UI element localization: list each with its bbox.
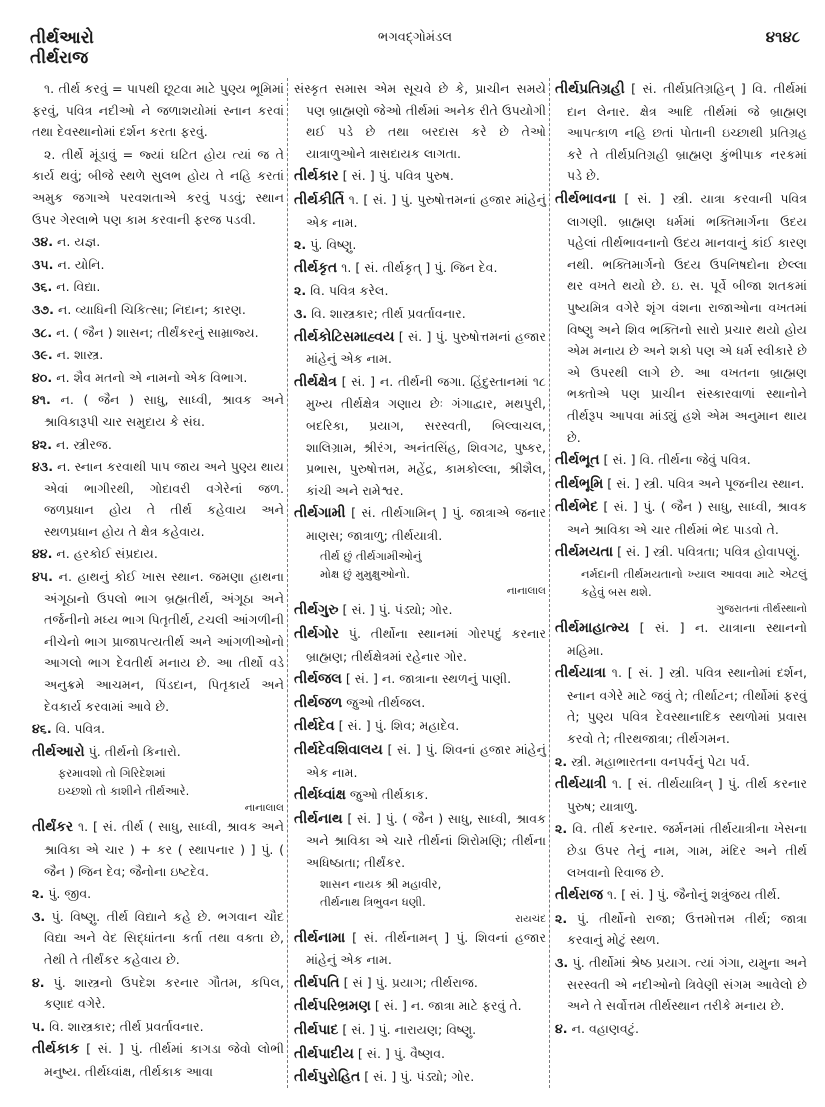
dictionary-entry	[294, 623, 546, 667]
definition-text: ૧. [ સં. ] પું. પુરુષોત્તમનાં હજાર માંહેનું એક નામ.	[306, 191, 546, 230]
dictionary-entry	[294, 692, 546, 715]
quotation-attribution: રાયચંદ	[515, 912, 546, 925]
quotation-line: મોક્ષ છું મુમુક્ષુઓનો.	[320, 567, 410, 582]
sense-entry	[32, 434, 284, 456]
definition-text: [ સં. તીર્થનામન્ ] પું. શિવનાં હજાર માંહેનું એક નામ.	[306, 929, 546, 968]
definition-text: [ સં. તીર્થપ્રતિગ્રહિન્ ] વિ. તીર્થમાં દાન લેનાર. ક્ષેત્ર આદિ તીર્થમાં જે બ્રાહ્મણ આપત્કાળ નહિ છતાં પોતાની ઇચ્છાથી પ્રતિગ્રહ કરે તે તીર્થપ્રતિગ્રહી બ્રાહ્મણ કુંભીપાક નરકમાં પડે છે.	[567, 81, 807, 184]
sense-number: ૨.	[294, 283, 307, 299]
sense-number: ૨.	[32, 886, 45, 902]
definition-text: ન. ( જૈન ) સાધુ, સાધ્વી, શ્રાવક અને શ્રાવિકારૂપી ચાર સમુદાય કે સંઘ.	[44, 392, 284, 429]
sense-entry	[294, 280, 546, 302]
definition-text: ન. સ્ત્રીરજ.	[56, 436, 112, 452]
page-header	[30, 28, 800, 68]
definition-text: સંસ્કૃત સમાસ એમ સૂચવે છે કે, પ્રાચીન સમયે પણ બ્રાહ્મણો જેઓ તીર્થમાં અનેક રીતે ઉપયોગી થઈ પડે છે તથા બરદાસ કરે છે તેઓ યાત્રાળુઓને ત્રાસદાયક લાગતા.	[294, 81, 546, 161]
headword: તીર્થઆરો	[32, 743, 85, 760]
headword: તીર્થભાવના	[555, 190, 617, 207]
definition-text: [ સં. ] પું. તીર્થમાં કાગડા જેવો લોભી મનુષ્ય. તીર્થધ્વાંક્ષ, તીર્થકાક આવા	[44, 1041, 284, 1079]
definition-text: [ સં. ] સ્ત્રી. યાત્રા કરવાની પવિત્ર લાગણી. બ્રાહ્મણ ધર્મમાં ભક્તિમાર્ગના ઉદય પહેલાં તીર્થભાવનાનો ઉદય માનવાનું કાંઈ કારણ નથી. ભક્તિમાર્ગનો ઉદય ઉપનિષદોના છેલ્લા થર વખતે થયો છે. ઇ. સ. પૂર્વે બીજા શતકમાં પુષ્યમિત્ર વગેરે શૃંગ વંશના રાજાઓના વખતમાં વિષ્ણુ અને શિવ ભક્તિનો સારો પ્રચાર થયો હોય એમ મનાય છે અને શકો પણ એ ધર્મ સ્વીકારે છે એ ઉપરથી લાગે છે. આ વખતના બ્રાહ્મણ ભક્તોએ પણ પ્રાચીન સંસ્કારવાળાં સ્થાનોને તીર્થરૂપ આપવા માંડ્યું હશે એમ અનુમાન થાય છે.	[567, 190, 807, 445]
dictionary-entry	[294, 739, 546, 783]
quotation-attribution: નાનાલાલ	[506, 585, 546, 598]
sense-entry	[294, 234, 546, 256]
headword: તીર્થપ્રતિગ્રહી	[555, 81, 625, 97]
headword: તીર્થજળ	[294, 694, 343, 711]
definition-text: જુઓ તીર્થકાક.	[349, 787, 429, 803]
dictionary-entry	[294, 668, 546, 691]
dictionary-entry	[555, 188, 807, 448]
sense-number: ૪૧.	[32, 392, 51, 408]
definition-text: [ સં. ] પું. પંડ્યો; ગોર.	[342, 602, 453, 618]
sense-number: ૩.	[555, 954, 569, 970]
sense-entry	[32, 718, 284, 740]
definition-text: [ સં ] પું. પ્રયાગ; તીર્થરાજ.	[343, 974, 478, 990]
definition-text: [ સં. ] ન. જાત્રાના સ્થળનું પાણી.	[345, 671, 512, 687]
page-number: ૪૧૪૮	[765, 28, 800, 46]
guide-word-first: તીર્થઆરો	[30, 28, 94, 48]
definition-text: ૨. તીર્થે મૂંડાવું = જ્યાં ઘટિત હોય ત્યાં જ તે કાર્ય થવું; બીજે સ્થળે સુલભ હોય તે નહિ કરતાં અમુક જગાએ પરવશતાએ કરવું પડવું; સ્થાન ઉપર ગેરલાભે પણ કામ કરવાની ફરજ પડવી.	[32, 146, 284, 227]
sense-entry	[32, 543, 284, 565]
definition-text: વિ. પવિત્ર.	[55, 721, 105, 737]
definition-text: પું. જીવ.	[48, 886, 92, 902]
dictionary-entry	[555, 884, 807, 907]
dictionary-entry	[294, 257, 546, 280]
definition-text: ન. ( જૈન ) શાસન; તીર્થંકરનું સામ્રાજ્ય.	[56, 324, 259, 340]
headword: તીર્થમયતા	[555, 544, 614, 561]
headword: તીર્થકાર	[294, 168, 339, 185]
dictionary-entry	[294, 808, 546, 874]
headword: તીર્થગોર	[294, 626, 339, 643]
definition-text: પું. વિષ્ણુ. તીર્થ વિદ્યાને કહે છે. ભગવાન ચૌદ વિદ્યા અને વેદ સિદ્ધાંતના કર્તા તથા વક્તા છે, તેથી તે તીર્થંકર કહેવાય છે.	[44, 908, 284, 967]
definition-text: વિ. શાસ્ત્રકાર; તીર્થ પ્રવર્તાવનાર.	[49, 1018, 204, 1034]
sense-entry	[32, 144, 284, 230]
headword: તીર્થધ્વાંક્ષ	[294, 787, 346, 804]
definition-text: [ સં. ] વિ. તીર્થના જેવું પવિત્ર.	[603, 452, 751, 468]
headword: તીર્થગુરુ	[294, 602, 339, 619]
sense-entry	[32, 566, 284, 717]
definition-text: [ સં. ] પું. પવિત્ર પુરુષ.	[342, 168, 454, 184]
sense-entry	[32, 972, 284, 1015]
dictionary-entry	[294, 715, 546, 738]
quotation-line: ફરમાવશો તો ગિરિદેશમાં	[58, 766, 166, 781]
definition-text: ન. સ્નાન કરવાથી પાપ જાય અને પુણ્ય થાય એવાં ભાગીરથી, ગોદાવરી વગેરેનાં જળ. જળપ્રધાન હોય તે તીર્થ કહેવાય અને સ્થળપ્રધાન હોય તે ક્ષેત્ર કહેવાય.	[44, 459, 284, 539]
sense-number: ૩૪.	[32, 234, 53, 250]
sense-number: ૪.	[32, 974, 45, 990]
dictionary-entry	[294, 326, 546, 370]
sense-number: ૩૮.	[32, 324, 53, 340]
definition-text: ૧. [ સં. તીર્થ ( સાધુ, સાધ્વી, શ્રાવક અને શ્રાવિકા એ ચાર ) + કર ( સ્થાપનાર ) ] પું. ( જૈન ) જિન દેવ; જૈનોના ઇષ્ટદેવ.	[44, 819, 284, 879]
dictionary-entry	[555, 449, 807, 472]
sense-number: ૪.	[555, 1020, 568, 1036]
quotation-attribution: ગુજરાતનાં તીર્થસ્થાનો	[716, 603, 807, 616]
definition-text: ન. યોનિ.	[57, 256, 105, 272]
definition-text: પું. તીર્થોમાં શ્રેષ્ઠ પ્રયાગ. ત્યાં ગંગા, યમુના અને સરસ્વતી એ નદીઓનો ત્રિવેણી સંગમ આવેલો છે અને તે સર્વોત્તમ તીર્થસ્થાન તરીકે મનાય છે.	[567, 954, 807, 1014]
definition-text: [ સં. ] સ્ત્રી. પવિત્રતા; પવિત્ર હોવાપણું.	[617, 544, 801, 560]
sense-entry	[32, 906, 284, 971]
definition-text: [ સં. ] ન. તીર્થની જગા. હિંદુસ્તાનમાં ૧૮ મુખ્ય તીર્થક્ષેત્ર ગણાય છેઃ ગંગાદ્વાર, મથપુરી, બદરિકા, પ્રયાગ, સરસ્વતી, બિલ્વાચલ, શાલિગ્રામ, શ્રીરંગ, અનંતસિંહ, શિવગઢ, પુષ્કર, પ્રભાસ, પુરુષોત્તમ, મહેંદ્ર, કામકોલ્લા, શ્રીશૈલ, કાંચી અને રામેશ્વર.	[306, 373, 546, 498]
dictionary-entry	[294, 599, 546, 622]
headword: તીર્થનામા	[294, 929, 346, 946]
dictionary-entry	[294, 371, 546, 502]
sense-number: ૨.	[294, 237, 307, 253]
definition-text: પું. શાસ્ત્રનો ઉપદેશ કરનાર ગૌતમ, કપિલ, કણાદ વગેરે.	[44, 974, 284, 1012]
sense-entry	[294, 78, 546, 164]
definition-text: [ સં. ] પું. શિવનાં હજાર માંહેનું એક નામ.	[306, 742, 546, 780]
dictionary-entry	[555, 773, 807, 817]
column-2	[294, 78, 546, 1090]
quotation-line: તીર્થનાથ ત્રિભુવન ધણી.	[320, 894, 426, 909]
definition-text: વિ. તીર્થ કરનાર. જર્મનમાં તીર્થયાત્રીના ખેસના છેડા ઉપર તેનું નામ, ગામ, મંદિર અને તીર્થ લખવાનો રિવાજ છે.	[567, 821, 807, 880]
headword: તીર્થપુરોહિત	[294, 1069, 361, 1086]
sense-number: ૩૫.	[32, 256, 54, 272]
dictionary-entry	[555, 662, 807, 749]
definition-text: ન. શૈવ મતનો એ નામનો એક વિભાગ.	[56, 369, 248, 385]
definition-text: [ સં. ] પું. શિવ; મહાદેવ.	[338, 718, 460, 734]
headword: તીર્થગામી	[294, 505, 346, 522]
definition-text: ૧. [ સં. તીર્થયાત્રિન્ ] પું. તીર્થ કરનાર પુરુષ; યાત્રાળુ.	[567, 776, 807, 814]
sense-number: ૩.	[294, 305, 308, 321]
sense-entry	[555, 1018, 807, 1040]
sense-number: ૩૭.	[32, 301, 54, 317]
dictionary-entry	[555, 541, 807, 564]
definition-text: [ સં. ] પું. પુરુષોત્તમનાં હજાર માંહેનું એક નામ.	[306, 328, 546, 367]
dictionary-entry	[294, 1019, 546, 1042]
headword: તીર્થમાહાત્મ્ય	[555, 620, 630, 637]
column-3	[555, 78, 807, 1040]
definition-text: પું. તીર્થોનો રાજા; ઉત્તમોત્તમ તીર્થ; જાત્રા કરવાનું મોટું સ્થળ.	[567, 910, 807, 948]
column-divider	[287, 78, 288, 1088]
headword: તીર્થભૂત	[555, 452, 600, 469]
dictionary-entry	[555, 78, 807, 187]
headword: તીર્થકીર્તિ	[294, 191, 345, 208]
sense-number: ૪૫.	[32, 569, 53, 585]
headword: તીર્થપરિભ્રમણ	[294, 998, 371, 1015]
dictionary-entry	[294, 165, 546, 188]
quotation-line: ઇચ્છશો તો કાશીને તીર્થઆરે.	[58, 784, 190, 799]
dictionary-entry	[32, 1038, 284, 1082]
dictionary-entry	[294, 189, 546, 233]
sense-number: ૪૨.	[32, 436, 52, 452]
definition-text: [ સં. ] ન. જાત્રા માટે ફરવું તે.	[374, 998, 522, 1014]
quotation-line: તીર્થ છું તીર્થગામીઓનું	[320, 549, 422, 564]
headword: તીર્થંકર	[32, 819, 74, 836]
sense-number: ૪૦.	[32, 369, 53, 385]
sense-number: ૪૩.	[32, 459, 53, 475]
sense-number: ૨.	[555, 753, 568, 769]
headword: તીર્થદેવ	[294, 718, 335, 735]
dictionary-entry	[294, 502, 546, 546]
sense-entry	[32, 299, 284, 321]
definition-text: [ સં. ] સ્ત્રી. પવિત્ર અને પૂજનીય સ્થાન.	[607, 475, 805, 491]
definition-text: ૧. તીર્થ કરવું = પાપથી છૂટવા માટે પુણ્ય ભૂમિમાં ફરવું, પવિત્ર નદીઓ ને જળાશયોમાં સ્નાન કરવાં તથા દેવસ્થાનોમાં દર્શન કરતા ફરવું.	[32, 81, 284, 140]
definition-text: ૧. [ સં. ] પું. જૈનોનું શત્રુંજય તીર્થ.	[606, 887, 781, 903]
column-divider	[549, 78, 550, 1088]
book-title: ભગવદ્ગોમંડલ	[377, 30, 453, 45]
definition-text: વિ. શાસ્ત્રકાર; તીર્થ પ્રવર્તાવનાર.	[311, 305, 466, 321]
sense-entry	[32, 254, 284, 276]
headword: તીર્થકૃત	[294, 259, 338, 276]
headword: તીર્થક્ષેત્ર	[294, 373, 337, 390]
headword: તીર્થનાથ	[294, 810, 343, 827]
sense-entry	[32, 367, 284, 389]
definition-text: ન. યજ્ઞ.	[57, 234, 101, 250]
sense-number: ૩૯.	[32, 347, 53, 363]
dictionary-entry	[32, 741, 284, 764]
headword: તીર્થભૂમિ	[555, 475, 604, 492]
quotation-line: શાસન નાયક શ્રી મહાવીર,	[320, 876, 442, 891]
dictionary-entry	[32, 816, 284, 882]
headword: તીર્થકોટિસમાહ્વય	[294, 328, 395, 345]
sense-entry	[32, 389, 284, 432]
sense-number: ૨.	[555, 910, 568, 926]
definition-text: [ સં. ] પું. નારાયણ; વિષ્ણુ.	[342, 1021, 477, 1037]
headword: તીર્થદેવશિવાલય	[294, 742, 383, 759]
definition-text: [ સં. તીર્થગામિન્ ] પું. જાત્રાએ જનાર માણસ; જાત્રાળુ; તીર્થયાત્રી.	[306, 505, 546, 543]
definition-text: ન. હરકોઈ સંપ્રદાય.	[56, 546, 158, 562]
definition-text: ન. હાથનું કોઈ ખાસ સ્થાન. જમણા હાથના અંગૂઠાનો ઉપલો ભાગ બ્રહ્મતીર્થ, અંગૂઠા અને તર્જનીનો મધ્ય ભાગ પિતૃતીર્થ, ટચલી આંગળીની નીચેનો ભાગ પ્રાજાપત્યતીર્થ અને આંગળીઓનો આગલો ભાગ દેવતીર્થ મનાય છે. આ તીર્થો વડે અનુક્રમે આચમન, પિંડદાન, પિતૃકાર્ય અને દેવકાર્ય કરવામાં આવે છે.	[44, 569, 284, 714]
dictionary-entry	[555, 496, 807, 540]
definition-text: [ સં. ] ન. યાત્રાના સ્થાનનો મહિમા.	[567, 620, 807, 658]
definition-text: ન. વ્યાધિની ચિકિત્સા; નિદાન; કારણ.	[57, 301, 246, 317]
sense-entry	[32, 322, 284, 344]
sense-entry	[32, 1016, 284, 1038]
sense-number: ૪૬.	[32, 721, 52, 737]
sense-entry	[32, 78, 284, 143]
definition-text: ન. વિદ્યા.	[56, 279, 101, 295]
sense-number: ૨.	[555, 821, 568, 837]
definition-text: પું. તીર્થનો કિનારો.	[88, 743, 181, 759]
definition-text: ૧. [ સં. ] સ્ત્રી. પવિત્ર સ્થાનોમાં દર્શન, સ્નાન વગેરે માટે જવું તે; તીર્થાટન; તીર્થોમાં ફરવું તે; પુણ્ય પવિત્ર દેવસ્થાનાદિક સ્થળોમાં પ્રવાસ કરવો તે; તીરથજાત્રા; તીર્થગમન.	[567, 665, 807, 747]
definition-text: પું. તીર્થોના સ્થાનમાં ગોરપદું કરનાર બ્રાહ્મણ; તીર્થક્ષેત્રમાં રહેનાર ગોર.	[306, 626, 546, 664]
definition-text: સ્ત્રી. મહાભારતના વનપર્વનું પેટા પર્વ.	[571, 753, 750, 769]
column-1	[32, 78, 284, 1084]
quotation-attribution: નાનાલાલ	[244, 802, 284, 815]
sense-entry	[294, 303, 546, 325]
definition-text: વિ. પવિત્ર કરેલ.	[310, 283, 389, 299]
sense-entry	[32, 456, 284, 542]
headword: તીર્થયાત્રા	[555, 665, 606, 682]
sense-entry	[555, 952, 807, 1017]
definition-text: [ સં. ] પું. વૈષ્ણવ.	[357, 1045, 446, 1061]
sense-entry	[555, 818, 807, 883]
definition-text: જુઓ તીર્થજલ.	[346, 694, 426, 710]
definition-text: [ સં. ] પું. ( જૈન ) સાધુ, સાધ્વી, શ્રાવક અને શ્રાવિકા એ ચાર તીર્થમાં ભેદ પાડવો તે.	[567, 499, 807, 537]
dictionary-entry	[555, 617, 807, 661]
definition-text: ન. શાસ્ત્ર.	[56, 347, 104, 363]
quotation-line: નર્મદાની તીર્થમયતાનો ખ્યાલ આવવા માટે એટલું કહેવું બસ થશે.	[581, 567, 807, 600]
definition-text: [ સં. ] પું. ( જૈન ) સાધુ, સાધ્વી, શ્રાવક અને શ્રાવિકા એ ચારે તીર્થનાં શિરોમણિ; તીર્થના અધિષ્ઠાતા; તીર્થંકર.	[306, 810, 546, 870]
dictionary-entry	[294, 927, 546, 971]
definition-text: [ સં. ] પું. પંડ્યો; ગોર.	[364, 1069, 475, 1085]
headword: તીર્થયાત્રી	[555, 776, 607, 793]
dictionary-entry	[294, 784, 546, 807]
sense-number: ૩૬.	[32, 279, 53, 295]
sense-entry	[555, 908, 807, 951]
sense-entry	[555, 751, 807, 773]
headword: તીર્થજલ	[294, 671, 342, 688]
dictionary-entry	[294, 972, 546, 995]
dictionary-entry	[294, 1066, 546, 1089]
sense-entry	[32, 276, 284, 298]
headword: તીર્થપતિ	[294, 974, 340, 991]
sense-number: ૩.	[32, 908, 46, 924]
headword: તીર્થરાજ	[555, 887, 603, 904]
guide-word-last: તીર્થરાજ	[30, 48, 89, 68]
dictionary-entry	[294, 995, 546, 1018]
headword: તીર્થપાદીય	[294, 1045, 354, 1062]
definition-text: પું. વિષ્ણુ.	[310, 237, 357, 253]
headword: તીર્થકાક	[32, 1041, 80, 1058]
headword: તીર્થપાદ	[294, 1021, 339, 1038]
sense-entry	[32, 344, 284, 366]
headword: તીર્થભેદ	[555, 499, 599, 516]
sense-entry	[32, 883, 284, 905]
definition-text: ૧. [ સં. તીર્થકૃત્ ] પું. જિન દેવ.	[341, 259, 498, 275]
sense-number: ૫.	[32, 1018, 46, 1034]
sense-entry	[32, 231, 284, 253]
dictionary-entry	[555, 473, 807, 496]
dictionary-entry	[294, 1043, 546, 1066]
sense-number: ૪૪.	[32, 546, 53, 562]
definition-text: ન. વહાણવટું.	[571, 1020, 640, 1036]
